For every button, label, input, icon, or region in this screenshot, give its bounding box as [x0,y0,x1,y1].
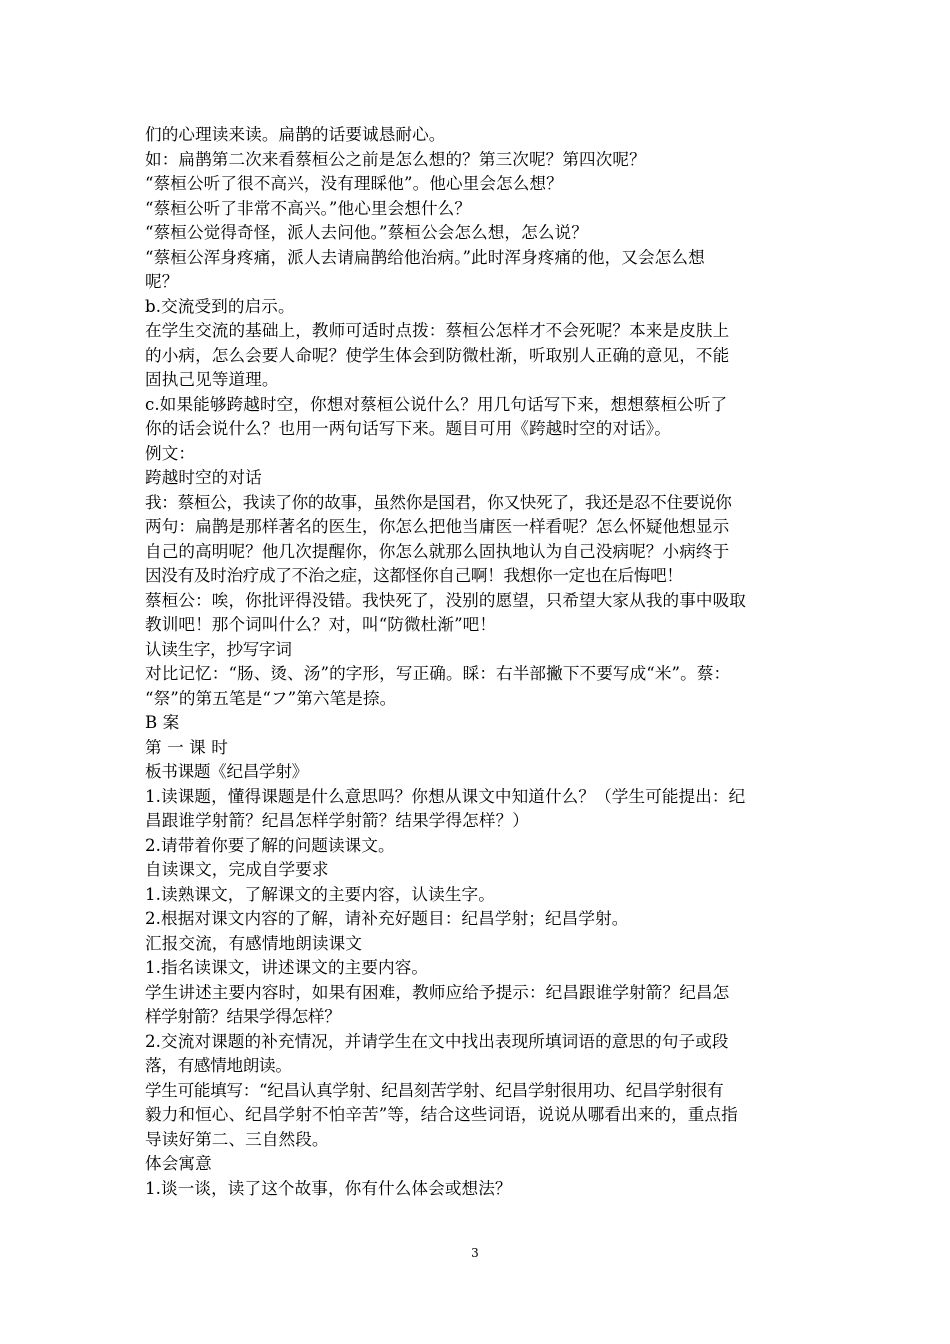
text-line: 1.读熟课文，了解课文的主要内容，认读生字。 [145,884,495,904]
text-line: “蔡桓公浑身疼痛，派人去请扁鹊给他治病。”此时浑身疼痛的他，又会怎么想 [145,247,705,267]
text-line: 毅力和恒心、纪昌学射不怕辛苦”等，结合这些词语，说说从哪看出来的，重点指 [145,1105,738,1124]
text-line: 学生可能填写：“纪昌认真学射、纪昌刻苦学射、纪昌学射很用功、纪昌学射很有 [145,1080,724,1100]
text-line: 例文： [145,443,196,463]
text-line: 蔡桓公：唉，你批评得没错。我快死了，没别的愿望，只希望大家从我的事中吸取 [145,590,746,610]
text-line: 两句：扁鹊是那样著名的医生，你怎么把他当庸医一样看呢？怎么怀疑他想显示 [145,517,730,536]
text-line: “蔡桓公觉得奇怪，派人去问他。”蔡桓公会怎么想，怎么说？ [145,223,588,242]
text-line: 昌跟谁学射箭？纪昌怎样学射箭？结果学得怎样？） [145,811,529,830]
text-line: 汇报交流，有感情地朗读课文 [145,933,363,953]
text-line: 对比记忆：“肠、烫、汤”的字形，写正确。睬：右半部撇下不要写成“米”。蔡： [145,664,731,683]
text-line: 我：蔡桓公，我读了你的故事，虽然你是国君，你又快死了，我还是忍不住要说你 [145,492,732,512]
text-line: 落，有感情地朗读。 [145,1056,292,1075]
text-line: 2.根据对课文内容的了解，请补充好题目：纪昌学射；纪昌学射。 [145,909,629,928]
text-line: 的小病，怎么会要人命呢？使学生体会到防微杜渐，听取别人正确的意见，不能 [145,345,730,365]
text-line: 跨越时空的对话 [145,468,262,487]
text-line: c.如果能够跨越时空，你想对蔡桓公说什么？用几句话写下来，想想蔡桓公听了 [145,394,728,414]
text-line: 认读生字，抄写字词 [145,639,292,659]
text-line: 导读好第二、三自然段。 [145,1129,329,1149]
text-line: 板书课题《纪昌学射》 [145,762,308,781]
text-line: 1.读课题，懂得课题是什么意思吗？你想从课文中知道什么？（学生可能提出：纪 [145,786,746,806]
text-line: 1.谈一谈，读了这个故事，你有什么体会或想法？ [145,1178,512,1198]
text-line: 你的话会说什么？也用一两句话写下来。题目可用《跨越时空的对话》。 [145,419,671,438]
text-line: B 案 [145,713,180,732]
text-line: “蔡桓公听了很不高兴，没有理睬他”。他心里会怎么想？ [145,174,563,193]
text-line: 教训吧！那个词叫什么？对，叫“防微杜渐”吧！ [145,615,497,634]
text-line: “祭”的第五笔是“フ”第六笔是捺。 [145,688,397,708]
text-line: 样学射箭？结果学得怎样？ [145,1007,341,1026]
text-line: 固执己见等道理。 [145,370,279,389]
text-line: 因没有及时治疗成了不治之症，这都怪你自己啊！我想你一定也在后悔吧！ [145,566,683,585]
text-line: 1.指名读课文，讲述课文的主要内容。 [145,958,429,977]
text-line: 第 一 课 时 [145,737,228,757]
text-line: 学生讲述主要内容时，如果有困难，教师应给予提示：纪昌跟谁学射箭？纪昌怎 [145,982,730,1002]
text-line: 2.请带着你要了解的问题读课文。 [145,835,395,855]
text-line: 2.交流对课题的补充情况，并请学生在文中找出表现所填词语的意思的句子或段 [145,1031,729,1051]
text-line: 自读课文，完成自学要求 [145,860,329,879]
page-number: 3 [471,1246,479,1260]
text-line: 呢？ [145,272,179,291]
text-line: 体会寓意 [145,1154,212,1173]
text-line: b.交流受到的启示。 [145,296,295,316]
text-line: 如：扁鹊第二次来看蔡桓公之前是怎么想的？第三次呢？第四次呢？ [145,149,646,169]
text-line: 在学生交流的基础上，教师可适时点拨：蔡桓公怎样才不会死呢？本来是皮肤上 [145,321,730,340]
text-line: “蔡桓公听了非常不高兴。”他心里会想什么？ [145,198,472,218]
text-line: 自己的高明呢？他几次提醒你，你怎么就那么固执地认为自己没病呢？小病终于 [145,541,730,561]
text-line: 们的心理读来读。扁鹊的话要诚恳耐心。 [145,125,446,144]
document-body [145,123,810,1201]
